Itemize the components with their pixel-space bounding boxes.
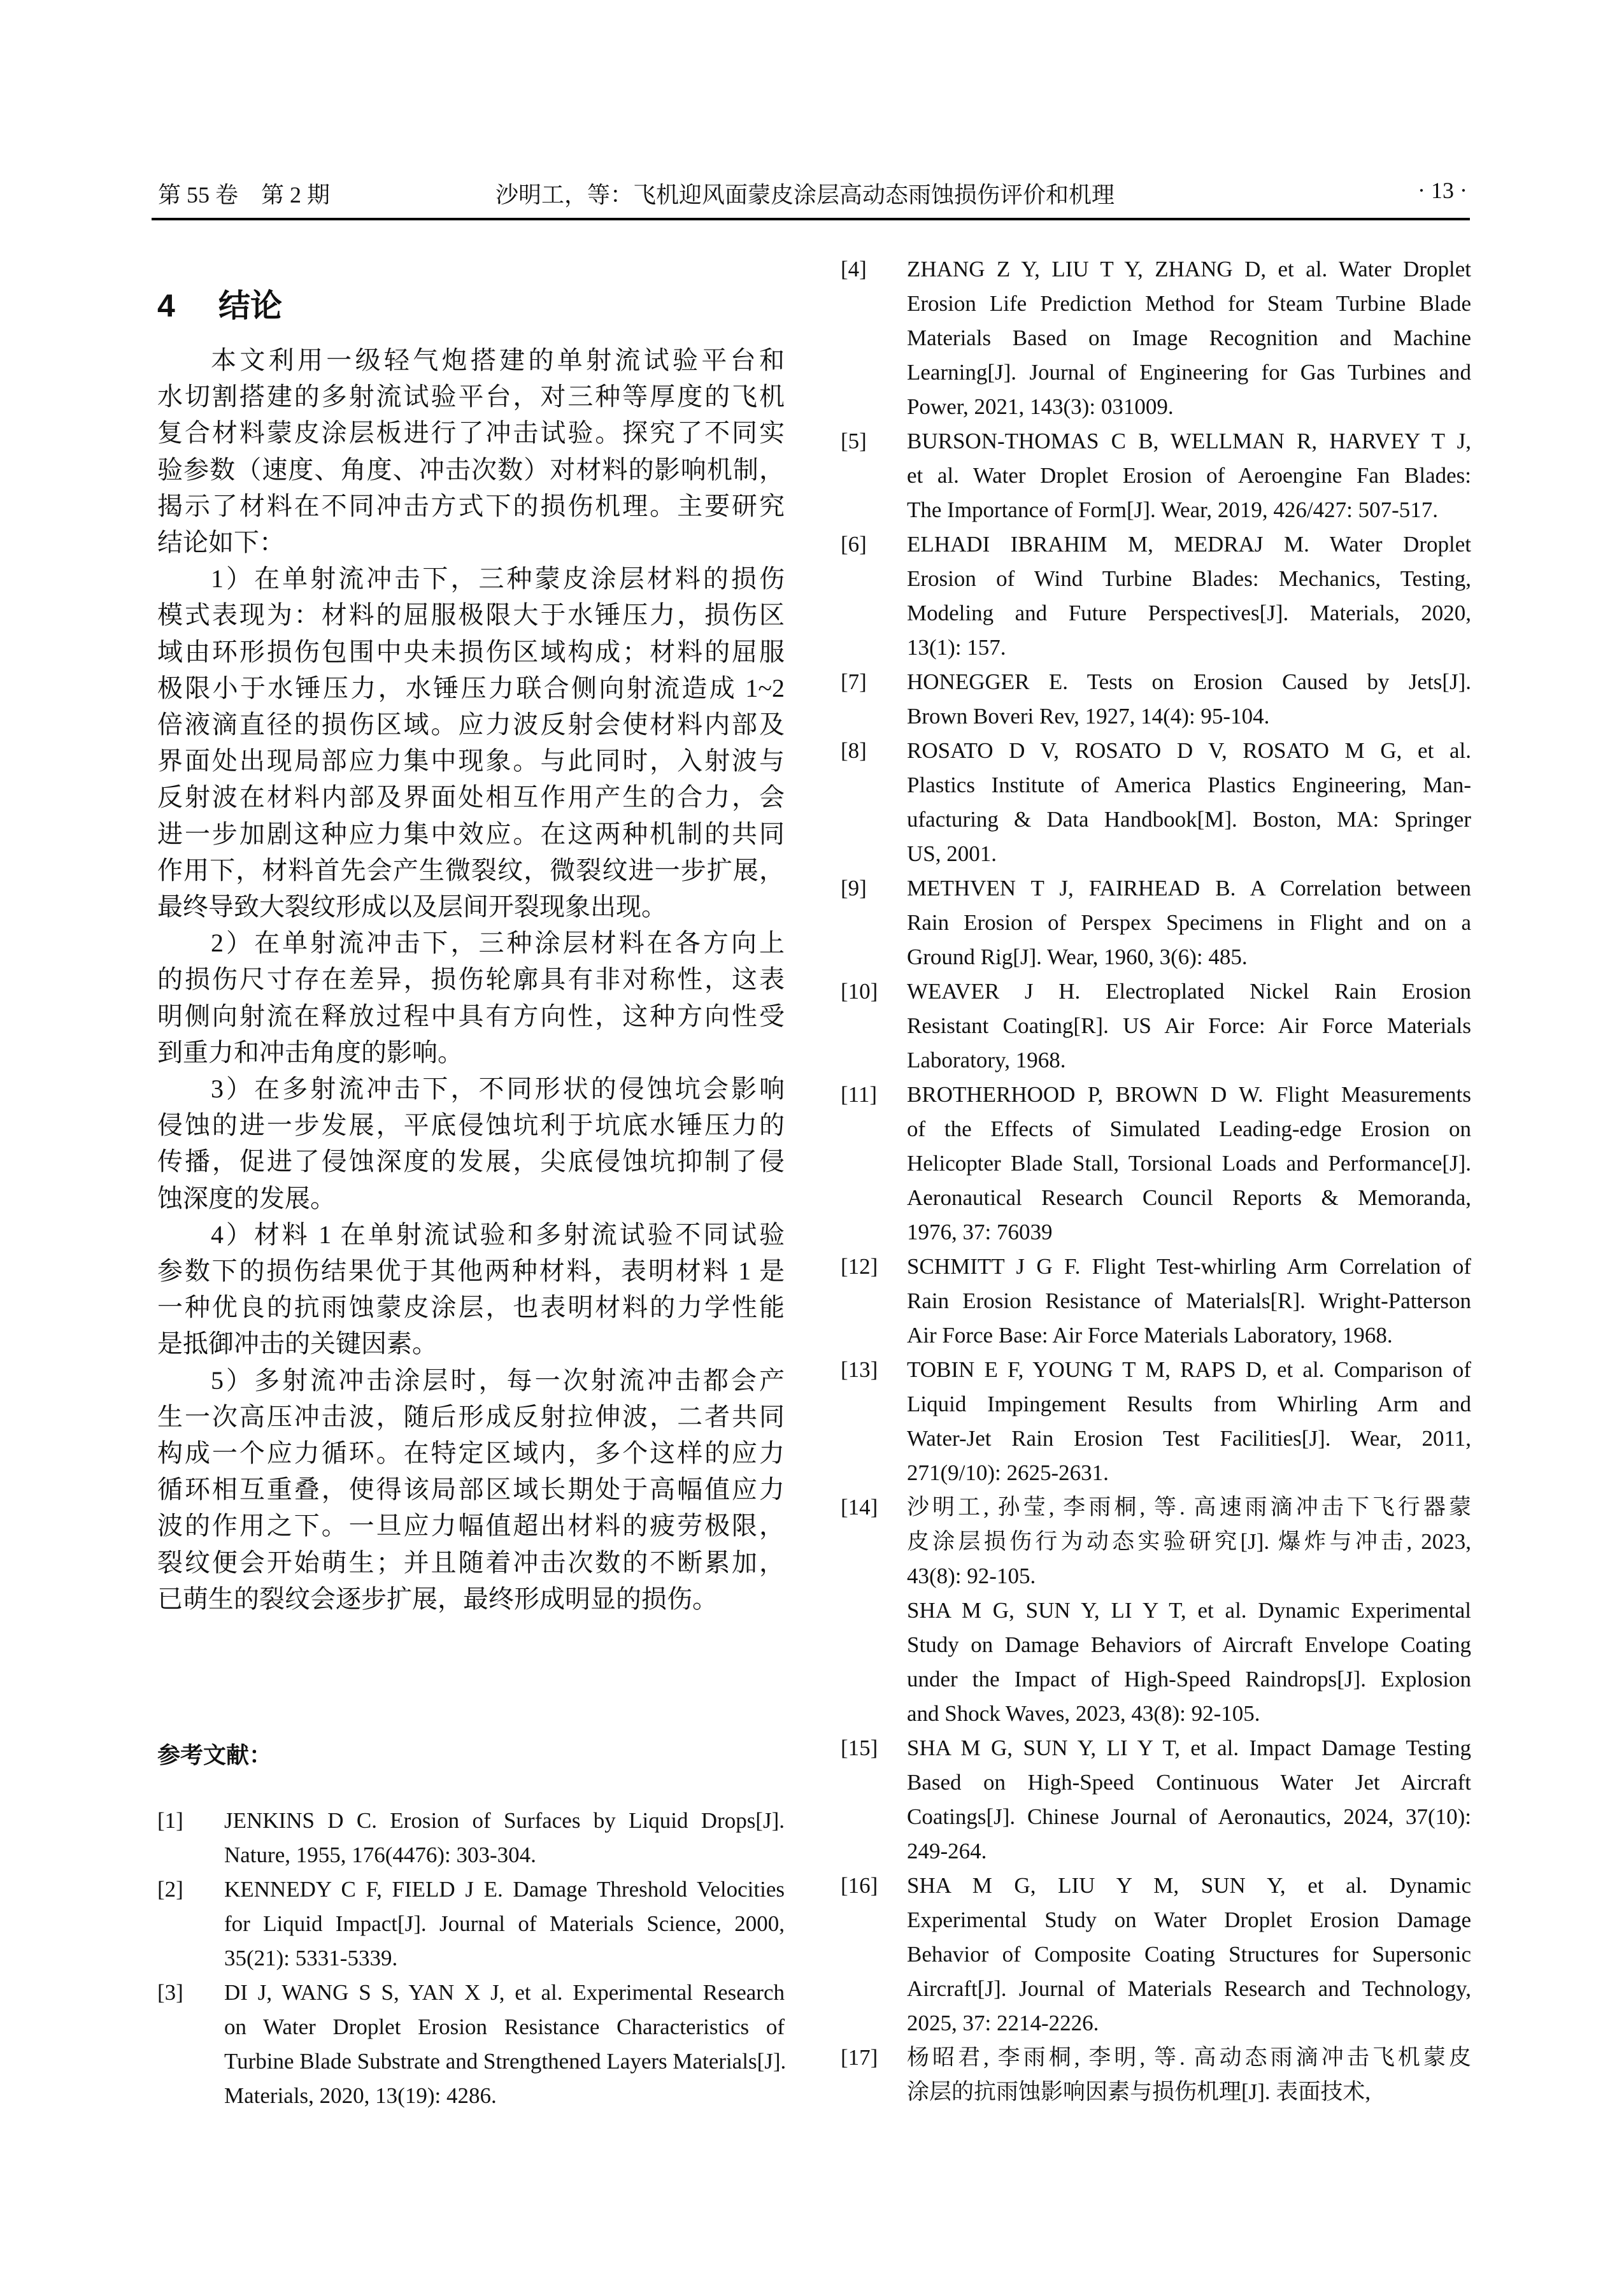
reference-number: [8] [841,738,867,763]
reference-text-line: JENKINS D C. Erosion of Surfaces by Liquid Drops[J]. [224,1808,785,1833]
reference-number: [2] [157,1877,183,1902]
reference-number: [3] [157,1980,183,2005]
reference-text-line: 35(21): 5331-5339. [224,1946,398,1970]
paragraph-first-line: 4）材料 1 在单射流试验和多射流试验不同试验 [211,1220,785,1249]
paragraph-line: 复合材料蒙皮涂层板进行了冲击试验。探究了不同实 [157,418,785,448]
reference-text-line: et al. Water Droplet Erosion of Aeroengine Fan Blades: [907,463,1471,488]
reference-text-line: Materials, 2020, 13(19): 4286. [224,2083,497,2108]
reference-text-line: 杨昭君, 李雨桐, 李明, 等. 高动态雨滴冲击飞机蒙皮 [907,2045,1471,2070]
reference-text-line: Liquid Impingement Results from Whirling Arm and [907,1392,1471,1416]
reference-text-line: Study on Damage Behaviors of Aircraft Envelope Coating [907,1632,1471,1657]
reference-text-line: for Liquid Impact[J]. Journal of Materials Science, 2000, [224,1911,785,1936]
paragraph-line: 极限小于水锤压力，水锤压力联合侧向射流造成 1~2 [157,673,785,702]
paragraph-line: 域由环形损伤包围中央未损伤区域构成；材料的屈服 [157,637,785,666]
reference-text-line: 沙明工, 孙莹, 李雨桐, 等. 高速雨滴冲击下飞行器蒙 [907,1495,1471,1520]
reference-text-line: Air Force Base: Air Force Materials Laboratory, 1968. [907,1323,1393,1348]
reference-text-line: Erosion Life Prediction Method for Steam Turbine Blade [907,291,1471,316]
reference-text-line: and Shock Waves, 2023, 43(8): 92-105. [907,1701,1260,1726]
paragraph-line: 是抵御冲击的关键因素。 [157,1329,438,1358]
paragraph-line: 反射波在材料内部及界面处相互作用产生的合力，会 [157,783,785,812]
reference-text-line: Behavior of Composite Coating Structures for Supersonic [907,1942,1471,1967]
reference-number: [5] [841,429,867,453]
reference-text-line: 43(8): 92-105. [907,1564,1036,1588]
reference-text-line: 2025, 37: 2214-2226. [907,2011,1099,2035]
paragraph-line: 侵蚀的进一步发展，平底侵蚀坑利于坑底水锤压力的 [157,1111,785,1140]
page-number: · 13 · [1418,178,1467,203]
reference-text-line: HONEGGER E. Tests on Erosion Caused by Jets[J]. [907,669,1471,694]
reference-text-line: 13(1): 157. [907,635,1006,660]
reference-text-line: SHA M G, SUN Y, LI Y T, et al. Dynamic Experimental [907,1598,1471,1623]
reference-text-line: Materials Based on Image Recognition and Machine [907,325,1471,350]
reference-text-line: 271(9/10): 2625-2631. [907,1460,1109,1485]
paragraph-line: 构成一个应力循环。在特定区域内，多个这样的应力 [157,1439,785,1467]
reference-number: [16] [841,1873,878,1898]
paragraph-line: 到重力和冲击角度的影响。 [157,1037,463,1067]
paragraph-line: 最终导致大裂纹形成以及层间开裂现象出现。 [157,892,667,921]
paragraph-line: 结论如下： [157,528,285,557]
paragraph-line: 波的作用之下。一旦应力幅值超出材料的疲劳极限， [157,1511,785,1541]
reference-number: [4] [841,257,867,281]
reference-text-line: DI J, WANG S S, YAN X J, et al. Experimental Research [224,1980,785,2005]
reference-number: [14] [841,1495,878,1520]
paragraph-line: 的损伤尺寸存在差异，损伤轮廓具有非对称性，这表 [157,965,785,994]
paragraph-line: 作用下，材料首先会产生微裂纹，微裂纹进一步扩展， [157,855,785,885]
reference-number: [11] [841,1082,878,1107]
paragraph-line: 明侧向射流在释放过程中具有方向性，这种方向性受 [157,1001,785,1030]
reference-text-line: 涂层的抗雨蚀影响因素与损伤机理[J]. 表面技术, [907,2079,1371,2104]
reference-text-line: 1976, 37: 76039 [907,1220,1053,1244]
reference-text-line: ELHADI IBRAHIM M, MEDRAJ M. Water Droplet [907,532,1471,557]
reference-text-line: BROTHERHOOD P, BROWN D W. Flight Measurements [907,1082,1471,1107]
reference-text-line: 皮涂层损伤行为动态实验研究[J]. 爆炸与冲击, 2023, [907,1529,1471,1554]
reference-text-line: US, 2001. [907,841,997,866]
reference-text-line: Ground Rig[J]. Wear, 1960, 3(6): 485. [907,944,1248,969]
reference-text-line: 249-264. [907,1839,987,1863]
reference-number: [7] [841,669,867,694]
reference-text-line: Rain Erosion Resistance of Materials[R]. Wright-Patterson [907,1288,1471,1313]
reference-text-line: SCHMITT J G F. Flight Test-whirling Arm Correlation of [907,1254,1471,1279]
reference-text-line: Erosion of Wind Turbine Blades: Mechanics, Testing, [907,566,1471,591]
paragraph-first-line: 3）在多射流冲击下，不同形状的侵蚀坑会影响 [211,1074,785,1103]
section-number: 4 [157,288,175,324]
reference-text-line: Laboratory, 1968. [907,1048,1066,1072]
reference-text-line: TOBIN E F, YOUNG T M, RAPS D, et al. Comparison of [907,1357,1471,1382]
reference-text-line: ROSATO D V, ROSATO D V, ROSATO M G, et al. [907,738,1471,763]
references-heading: 参考文献： [157,1742,273,1768]
reference-text-line: Aircraft[J]. Journal of Materials Research and Technology, [907,1976,1471,2001]
reference-text-line: Water-Jet Rain Erosion Test Facilities[J]. Wear, 2011, [907,1426,1471,1451]
reference-text-line: Plastics Institute of America Plastics Engineering, Man- [907,773,1471,797]
paragraph-line: 蚀深度的发展。 [157,1183,336,1213]
reference-text-line: on Water Droplet Erosion Resistance Characteristics of [224,2014,785,2039]
reference-text-line: under the Impact of High-Speed Raindrops[J]. Explosion [907,1667,1471,1692]
reference-text-line: SHA M G, LIU Y M, SUN Y, et al. Dynamic [907,1873,1471,1898]
reference-number: [9] [841,876,867,901]
reference-text-line: Helicopter Blade Stall, Torsional Loads and Performance[J]. [907,1151,1471,1176]
reference-number: [1] [157,1808,183,1833]
reference-text-line: Modeling and Future Perspectives[J]. Materials, 2020, [907,601,1471,625]
paragraph-line: 验参数（速度、角度、冲击次数）对材料的影响机制， [157,455,785,484]
paragraph-line: 生一次高压冲击波，随后形成反射拉伸波，二者共同 [157,1402,785,1431]
reference-text-line: METHVEN T J, FAIRHEAD B. A Correlation between [907,876,1471,901]
section-title: 结论 [218,288,282,324]
reference-text-line: Based on High-Speed Continuous Water Jet Aircraft [907,1770,1471,1795]
reference-text-line: Turbine Blade Substrate and Strengthened Layers Materials[J]. [224,2049,787,2074]
reference-number: [12] [841,1254,878,1279]
section-heading [157,280,282,326]
reference-text-line: Experimental Study on Water Droplet Erosion Damage [907,1907,1471,1932]
reference-text-line: Nature, 1955, 176(4476): 303-304. [224,1842,536,1867]
reference-text-line: Rain Erosion of Perspex Specimens in Flight and on a [907,910,1471,935]
paragraph-first-line: 1）在单射流冲击下，三种蒙皮涂层材料的损伤 [211,564,785,594]
reference-text-line: Aeronautical Research Council Reports & Memoranda, [907,1185,1471,1210]
reference-text-line: BURSON-THOMAS C B, WELLMAN R, HARVEY T J, [907,429,1471,453]
running-title: 沙明工，等：飞机迎风面蒙皮涂层高动态雨蚀损伤评价和机理 [495,182,1115,208]
reference-text-line: of the Effects of Simulated Leading-edge Erosion on [907,1116,1471,1141]
paragraph-line: 传播，促进了侵蚀深度的发展，尖底侵蚀坑抑制了侵 [157,1147,785,1176]
reference-text-line: SHA M G, SUN Y, LI Y T, et al. Impact Damage Testing [907,1735,1471,1760]
paragraph-line: 水切割搭建的多射流试验平台，对三种等厚度的飞机 [157,382,785,411]
reference-number: [6] [841,532,867,557]
reference-text-line: Resistant Coating[R]. US Air Force: Air Force Materials [907,1013,1471,1038]
paragraph-line: 裂纹便会开始萌生；并且随着冲击次数的不断累加， [157,1548,785,1577]
reference-number: [10] [841,979,878,1004]
paragraph-first-line: 本文利用一级轻气炮搭建的单射流试验平台和 [211,346,785,374]
reference-text-line: Learning[J]. Journal of Engineering for Gas Turbines and [907,360,1471,385]
running-header [152,177,1470,209]
paragraph-line: 已萌生的裂纹会逐步扩展，最终形成明显的损伤。 [157,1584,718,1613]
paragraph-line: 倍液滴直径的损伤区域。应力波反射会使材料内部及 [157,710,785,739]
reference-text-line: The Importance of Form[J]. Wear, 2019, 426/427: 507-517. [907,497,1438,522]
reference-number: [13] [841,1357,878,1382]
paragraph-first-line: 2）在单射流冲击下，三种涂层材料在各方向上 [211,929,785,958]
reference-number: [17] [841,2045,878,2070]
reference-text-line: ufacturing & Data Handbook[M]. Boston, MA: Springer [907,807,1471,832]
reference-text-line: WEAVER J H. Electroplated Nickel Rain Erosion [907,979,1471,1004]
reference-number: [15] [841,1735,878,1760]
paragraph-line: 进一步加剧这种应力集中效应。在这两种机制的共同 [157,819,785,848]
reference-text-line: ZHANG Z Y, LIU T Y, ZHANG D, et al. Water Droplet [907,257,1471,281]
journal-volume-issue: 第 55 卷 第 2 期 [158,182,331,208]
paragraph-line: 模式表现为：材料的屈服极限大于水锤压力，损伤区 [157,601,785,630]
header-rule [152,218,1470,220]
reference-text-line: Power, 2021, 143(3): 031009. [907,394,1174,419]
paragraph-line: 参数下的损伤结果优于其他两种材料，表明材料 1 是 [157,1257,785,1285]
paragraph-line: 循环相互重叠，使得该局部区域长期处于高幅值应力 [157,1475,785,1504]
paragraph-line: 界面处出现局部应力集中现象。与此同时，入射波与 [157,746,785,776]
paragraph-first-line: 5）多射流冲击涂层时，每一次射流冲击都会产 [211,1365,785,1395]
reference-text-line: KENNEDY C F, FIELD J E. Damage Threshold Velocities [224,1877,785,1902]
reference-text-line: Brown Boveri Rev, 1927, 14(4): 95-104. [907,704,1270,729]
paragraph-line: 揭示了材料在不同冲击方式下的损伤机理。主要研究 [157,491,785,520]
reference-text-line: Coatings[J]. Chinese Journal of Aeronautics, 2024, 37(10): [907,1804,1471,1829]
paragraph-line: 一种优良的抗雨蚀蒙皮涂层，也表明材料的力学性能 [157,1293,785,1322]
